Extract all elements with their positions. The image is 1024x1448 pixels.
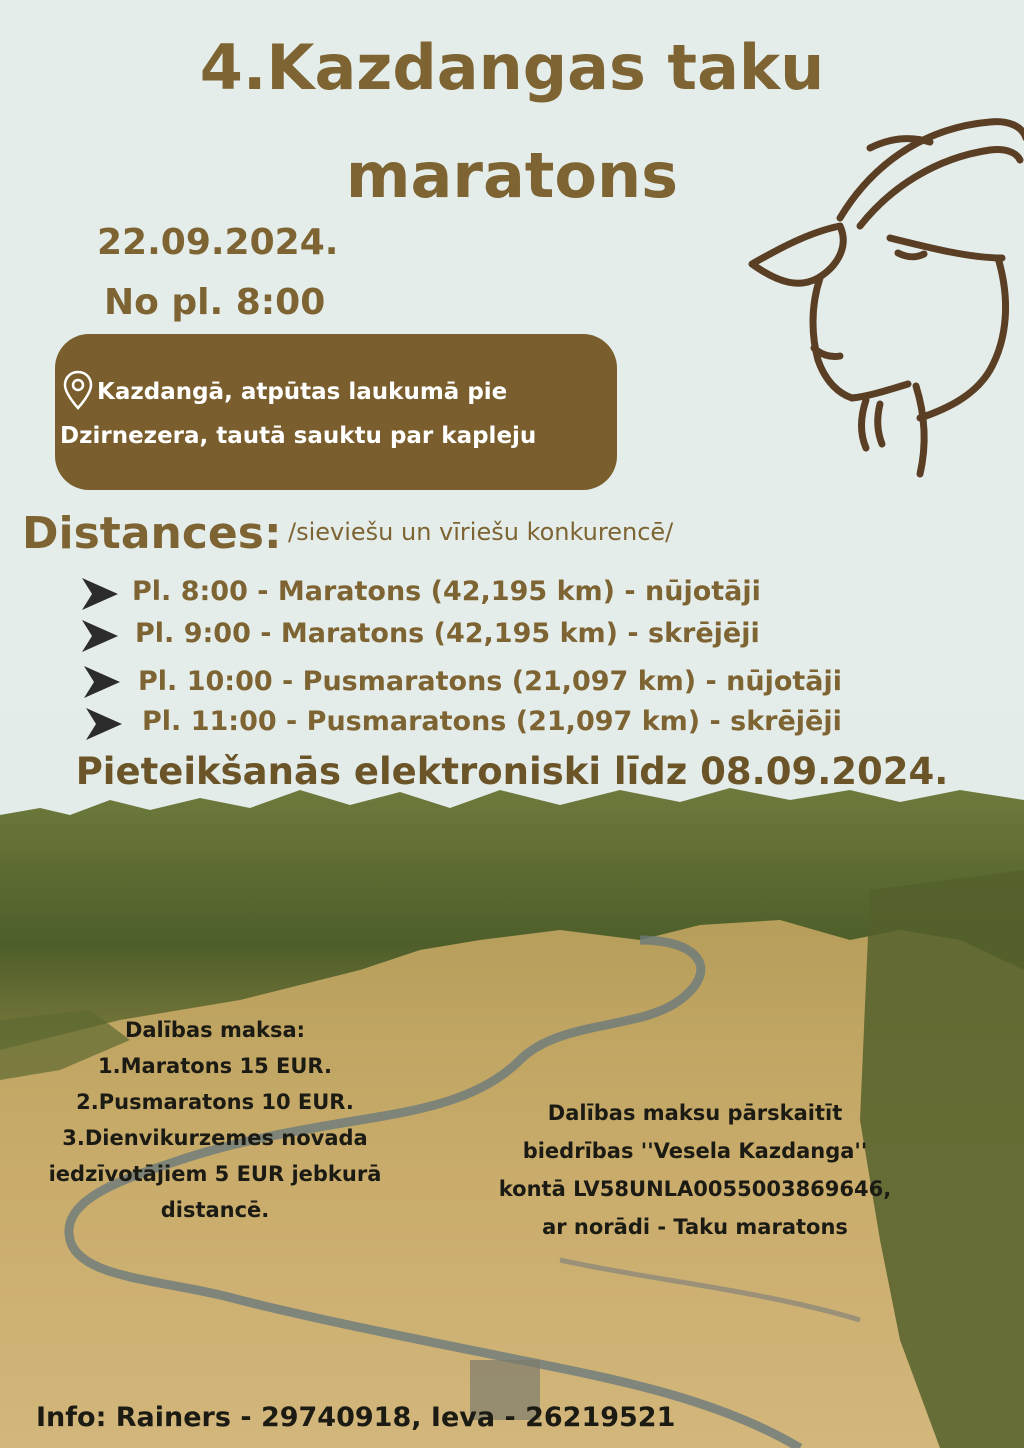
title-line-2: maratons [345, 139, 679, 212]
location-line-1: Kazdangā, atpūtas laukumā pie [97, 379, 508, 405]
fees-line: 1.Maratons 15 EUR. [98, 1054, 332, 1078]
distance-item-3: Pl. 10:00 - Pusmaratons (21,097 km) - nūjotāji [138, 666, 843, 697]
payment-line: kontā LV58UNLA0055003869646, [498, 1177, 892, 1201]
payment-line: ar norādi - Taku maratons [542, 1215, 848, 1239]
distances-subtitle: /sieviešu un vīriešu konkurencē/ [288, 518, 674, 546]
goat-head-icon [740, 108, 1024, 480]
title-line-1: 4.Kazdangas taku [199, 31, 825, 104]
location-line-2: Dzirnezera, tautā sauktu par kapleju [60, 423, 537, 449]
start-time: No pl. 8:00 [104, 282, 326, 323]
map-pin-icon [63, 370, 93, 410]
payment-block [470, 1094, 920, 1246]
payment-line: Dalības maksu pārskaitīt [547, 1101, 843, 1125]
distances-heading: Distances: [22, 508, 282, 559]
distance-item-2: Pl. 9:00 - Maratons (42,195 km) - skrējēji [135, 618, 760, 649]
arrow-icon [84, 706, 124, 742]
distance-item-4: Pl. 11:00 - Pusmaratons (21,097 km) - skrējēji [142, 706, 842, 737]
event-date: 22.09.2024. [97, 222, 339, 263]
fees-line: 2.Pusmaratons 10 EUR. [76, 1090, 354, 1114]
fees-line: iedzīvotājiem 5 EUR jebkurā [48, 1162, 382, 1186]
fees-line: 3.Dienvikurzemes novada [62, 1126, 368, 1150]
fees-block [20, 1012, 410, 1228]
arrow-icon [82, 664, 122, 700]
fees-line: Dalības maksa: [124, 1018, 306, 1042]
contact-info: Info: Rainers - 29740918, Ieva - 26219521 [36, 1402, 676, 1433]
payment-line: biedrības ''Vesela Kazdanga'' [522, 1139, 868, 1163]
location-box [55, 334, 617, 490]
arrow-icon [80, 576, 120, 612]
registration-deadline: Pieteikšanās elektroniski līdz 08.09.2024. [75, 750, 949, 793]
arrow-icon [80, 618, 120, 654]
distance-item-1: Pl. 8:00 - Maratons (42,195 km) - nūjotāji [132, 576, 761, 607]
fees-line: distancē. [160, 1198, 270, 1222]
